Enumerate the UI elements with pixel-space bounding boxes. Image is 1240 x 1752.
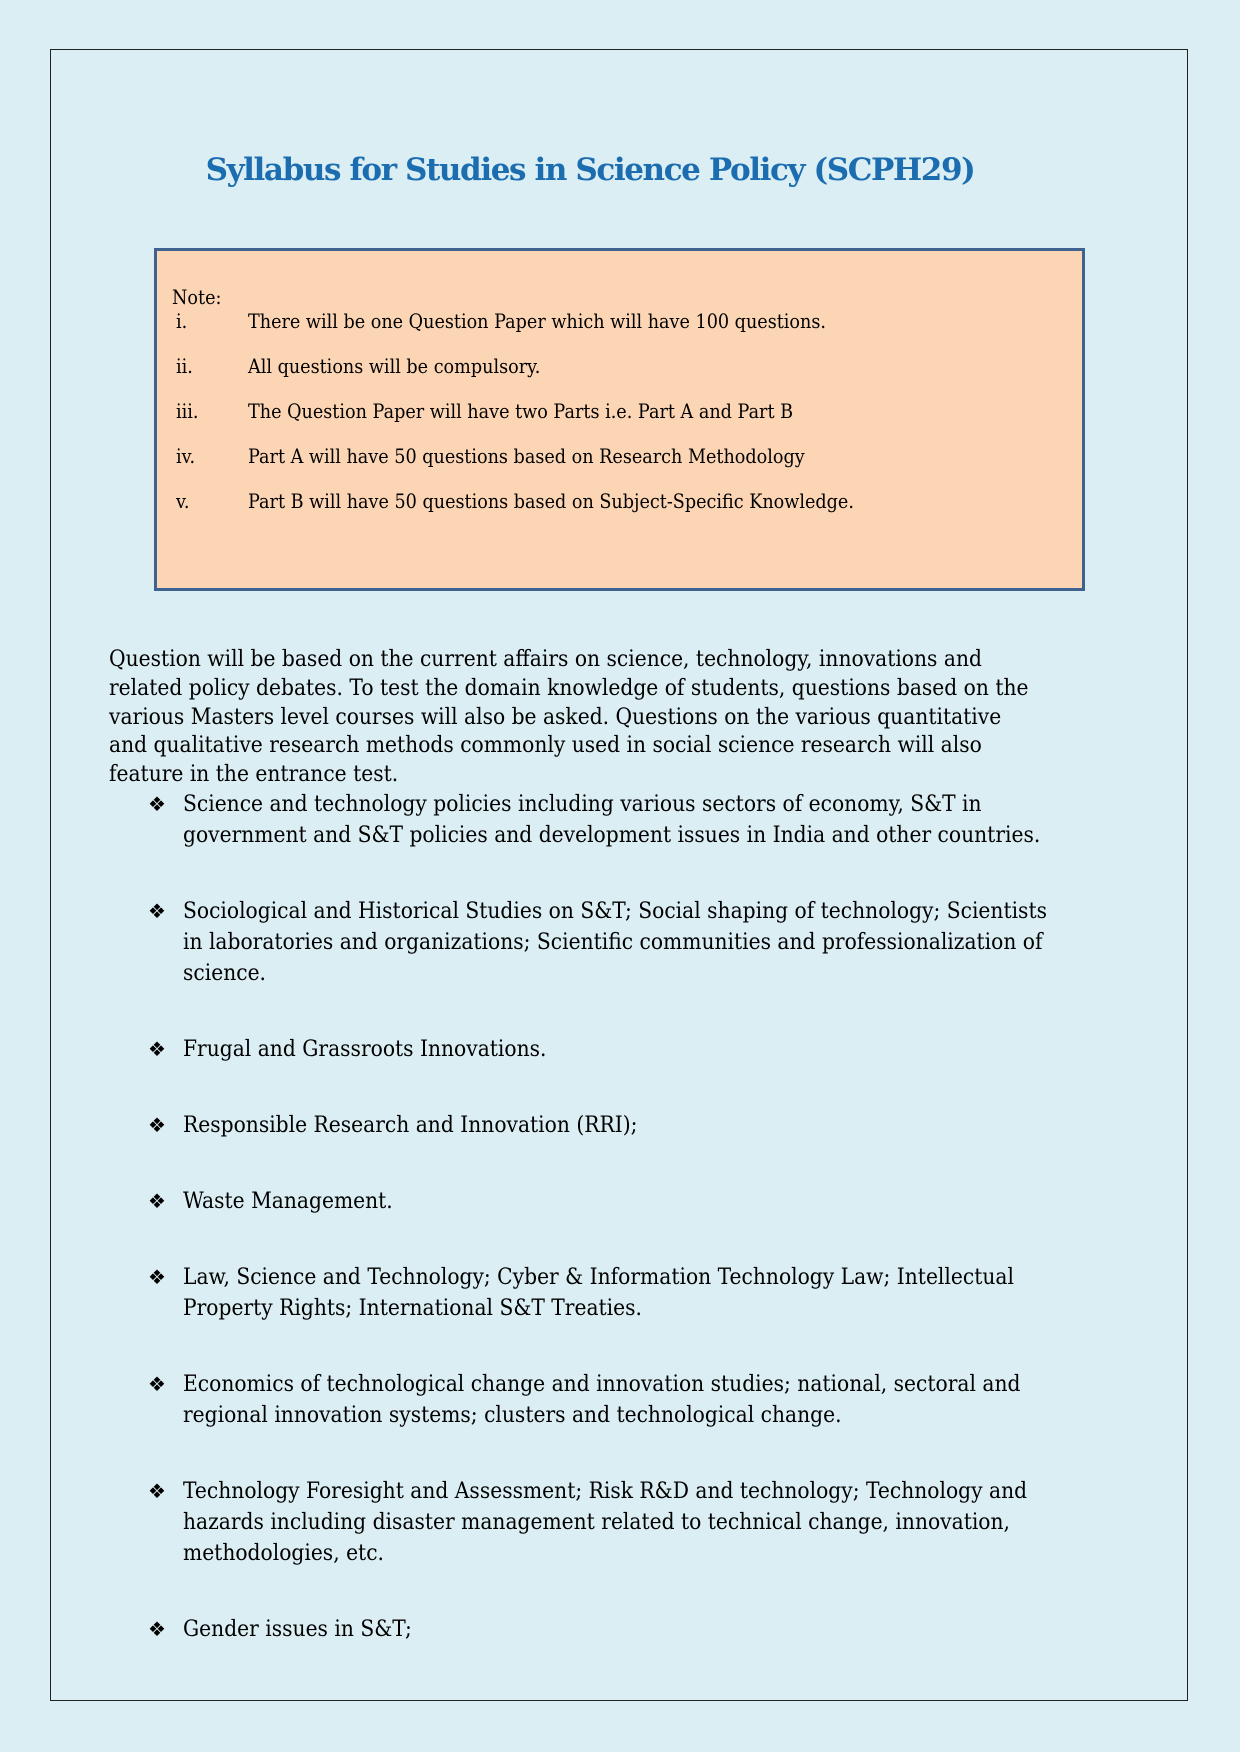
note-item-number: i. — [176, 309, 188, 333]
topic-text: Science and technology policies including various sectors of economy, S&T in government and S&T policies and development issues in India and other countries. — [183, 791, 1041, 848]
diamond-bullet-icon: ❖ — [148, 1617, 166, 1641]
diamond-bullet-icon: ❖ — [148, 1037, 166, 1061]
topic-text: Gender issues in S&T; — [183, 1616, 412, 1642]
topic-text: Waste Management. — [183, 1188, 393, 1214]
note-item-number: iv. — [176, 444, 196, 468]
topic-text: Economics of technological change and innovation studies; national, sectoral and regional innovation systems; clusters and technological change. — [183, 1371, 1021, 1428]
diamond-bullet-icon: ❖ — [148, 899, 166, 923]
note-item-number: iii. — [176, 399, 199, 423]
topic-text: Sociological and Historical Studies on S&T; Social shaping of technology; Scientists in laboratories and organizations; Scientific communities and professionalization of science. — [183, 898, 1047, 986]
topic-text: Law, Science and Technology; Cyber & Information Technology Law; Intellectual Property Rights; International S&T Treaties. — [183, 1264, 1014, 1321]
note-item-text: There will be one Question Paper which will have 100 questions. — [248, 309, 826, 333]
diamond-bullet-icon: ❖ — [148, 1265, 166, 1289]
topic-text: Technology Foresight and Assessment; Risk R&D and technology; Technology and hazards including disaster management related to technical change, innovation, methodologies, etc. — [183, 1478, 1028, 1566]
note-item-number: ii. — [176, 354, 193, 378]
page-title: Syllabus for Studies in Science Policy (SCPH29) — [205, 152, 975, 188]
note-item-text: Part A will have 50 questions based on Research Methodology — [248, 444, 805, 468]
note-item-number: v. — [176, 489, 190, 513]
diamond-bullet-icon: ❖ — [148, 1189, 166, 1213]
diamond-bullet-icon: ❖ — [148, 1113, 166, 1137]
diamond-bullet-icon: ❖ — [148, 792, 166, 816]
topic-text: Frugal and Grassroots Innovations. — [183, 1036, 547, 1062]
note-item-text: The Question Paper will have two Parts i.e. Part A and Part B — [248, 399, 794, 423]
intro-paragraph: Question will be based on the current affairs on science, technology, innovations and related policy debates. To test the domain knowledge of students, questions based on the various Masters level courses will also be asked. Questions on the various quantitative and qualitative research methods commonly used in social science research will also feature in the entrance test. — [109, 646, 1029, 788]
note-label: Note: — [172, 285, 222, 309]
diamond-bullet-icon: ❖ — [148, 1372, 166, 1396]
topic-text: Responsible Research and Innovation (RRI); — [183, 1112, 638, 1138]
note-item-text: All questions will be compulsory. — [248, 354, 541, 378]
note-box — [154, 248, 1085, 591]
diamond-bullet-icon: ❖ — [148, 1479, 166, 1503]
note-item-text: Part B will have 50 questions based on Subject-Specific Knowledge. — [248, 489, 854, 513]
